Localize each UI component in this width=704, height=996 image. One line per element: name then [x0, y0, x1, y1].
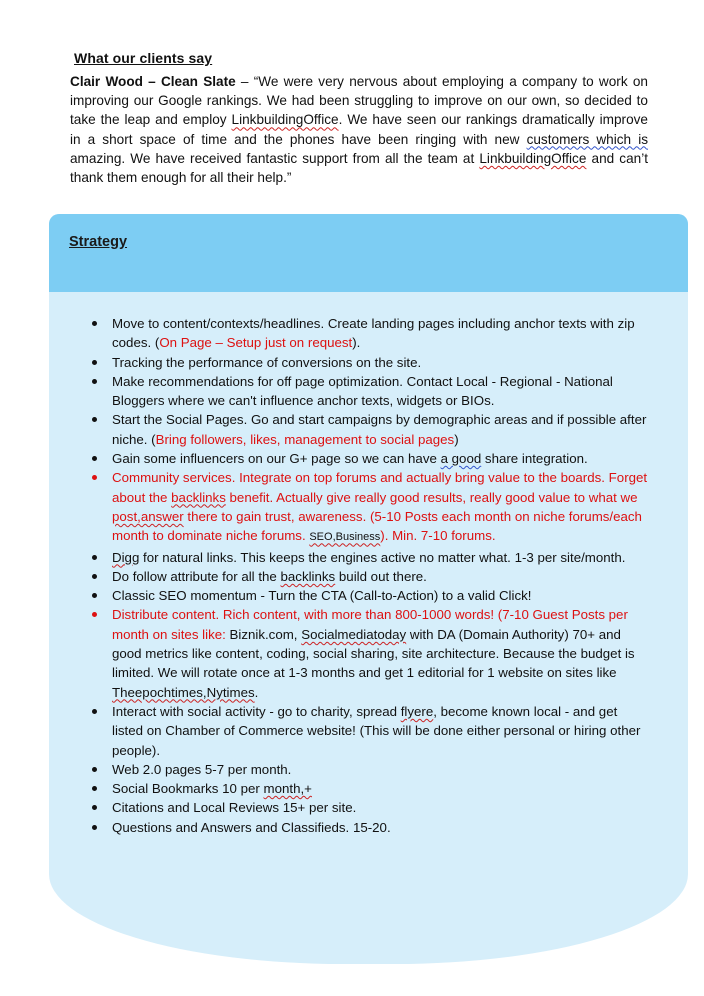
spell-flagged-text: post,answer: [112, 508, 184, 524]
brand-name: LinkbuildingOffice: [231, 112, 339, 128]
list-item: [112, 410, 652, 449]
testimonial-author: Clair Wood – Clean Slate: [70, 74, 236, 89]
item-text: Biznik.com,: [229, 626, 302, 642]
item-text: Move to content/contexts/headlines. Create landing pages including anchor texts with zip codes. (: [112, 316, 635, 351]
spell-flagged-text: flyere: [400, 703, 434, 719]
list-item: [112, 605, 652, 701]
spell-flagged-text: backlinks: [280, 568, 336, 584]
list-item: [112, 586, 652, 605]
item-text: Gain some influencers on our G+ page so we can have: [112, 451, 441, 467]
list-item: [112, 353, 652, 372]
item-text: build out there.: [335, 568, 427, 584]
item-highlight: there to gain trust, awareness. (5-10 Posts each month on niche forums/each month to dominate niche forums.: [112, 508, 642, 544]
testimonial-text-1: “We were very nervous about employing a company to work on improving our Google rankings. We had been struggling to improve on our own, so decided to take the leap and employ: [70, 74, 648, 128]
item-text: .: [254, 684, 259, 700]
item-text: ): [454, 431, 459, 447]
list-item: [112, 760, 652, 779]
list-item: [112, 818, 652, 837]
item-text: Make recommendations for off page optimization. Contact Local - Regional - National Bloggers where we can't influence anchor texts, widgets or BIOs.: [112, 373, 613, 409]
item-highlight: Community services. Integrate on top forums and actually bring value to the boards. Forget about the: [112, 470, 648, 505]
spell-flagged-text: SEO,Business: [309, 531, 381, 544]
strategy-title: Strategy: [69, 234, 128, 250]
spell-flagged-text: backlinks: [171, 489, 226, 505]
list-item: [112, 779, 652, 798]
strategy-panel: [49, 214, 688, 964]
item-text: Web 2.0 pages 5-7 per month.: [112, 761, 292, 777]
item-highlight: benefit. Actually give really good results, really good value to what we: [225, 489, 638, 505]
testimonial-text-2: . We have seen our rankings dramatically improve in a short space of time and the phones have been ringing with new: [70, 112, 648, 147]
list-item: [112, 468, 652, 547]
item-text: Do follow attribute for all the: [112, 568, 281, 584]
item-text: Questions and Answers and Classifieds. 15-20.: [112, 819, 391, 835]
spell-flagged-text: Theepochtimes,Nytimes: [112, 684, 255, 700]
spell-flagged-text: Digg: [112, 549, 140, 565]
list-item: [112, 702, 652, 760]
item-text: Citations and Local Reviews 15+ per site.: [112, 800, 357, 816]
testimonial-text-3: amazing. We have received fantastic support from all the team at: [70, 150, 480, 166]
item-text: with DA (Domain Authority) 70+ and good metrics like content, coding, social sharing, site architecture. Because the budget is limited. We will rotate once at 1-3 months and get 1 editorial for 1 website on sites like: [112, 626, 635, 681]
item-text: Classic SEO momentum - Turn the CTA (Call-to-Action) to a valid Click!: [112, 588, 532, 604]
spell-flagged-text: Socialmediatoday: [301, 626, 407, 642]
item-text: Social Bookmarks 10 per: [112, 781, 264, 797]
testimonial-text-4: and can’t thank them enough for all their help.”: [70, 150, 648, 186]
list-item: [112, 372, 652, 411]
item-highlight: Distribute content. Rich content, with more than 800-1000 words! (7-10 Guest Posts per month on sites like:: [112, 607, 628, 642]
item-text: Interact with social activity - go to charity, spread: [112, 703, 401, 719]
item-text: Start the Social Pages. Go and start campaigns by demographic areas and if possible after niche. (: [112, 412, 647, 447]
spell-flagged-text: month,+: [263, 781, 312, 797]
grammar-flagged-text: customers which is: [526, 131, 649, 147]
brand-name: LinkbuildingOffice: [479, 150, 587, 166]
section-heading-clients: What our clients say: [74, 50, 213, 66]
item-text: for natural links. This keeps the engines active no matter what. 1-3 per site/month.: [139, 549, 626, 565]
item-text: , become known local - and get listed on Chamber of Commerce website! (This will be done either personal or hiring other people).: [112, 703, 641, 758]
list-item: [112, 449, 652, 468]
grammar-flagged-text: a good: [440, 451, 482, 467]
item-text: Tracking the performance of conversions on the site.: [112, 354, 422, 370]
list-item: [112, 314, 652, 353]
strategy-list: [112, 314, 652, 837]
list-item: [112, 567, 652, 586]
list-item: [112, 798, 652, 817]
strategy-panel-header: [49, 214, 688, 292]
item-highlight: On Page – Setup just on request: [159, 335, 353, 351]
testimonial-paragraph: [70, 72, 648, 187]
testimonial-dash: –: [235, 74, 254, 89]
item-highlight: ). Min. 7-10 forums.: [380, 528, 496, 544]
item-text: ).: [352, 335, 361, 351]
item-text: share integration.: [481, 451, 588, 467]
item-highlight: Bring followers, likes, management to social pages: [155, 431, 455, 447]
list-item: [112, 548, 652, 567]
